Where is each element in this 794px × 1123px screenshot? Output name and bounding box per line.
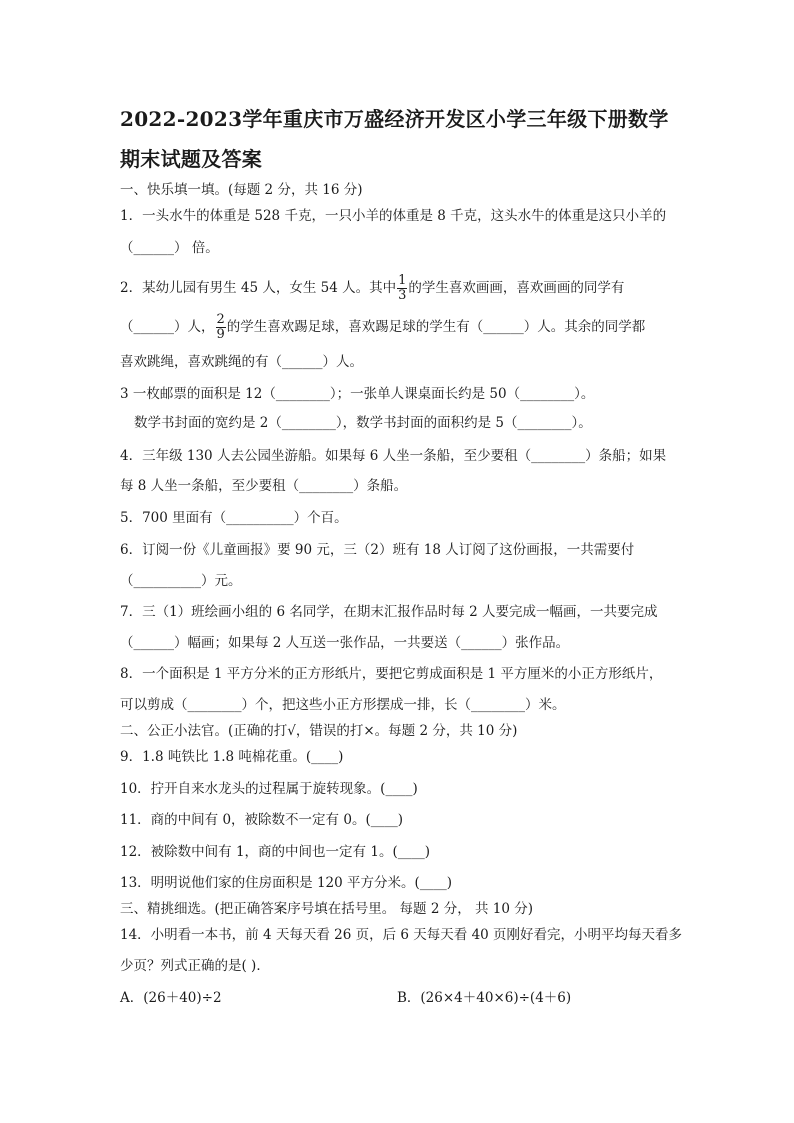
question-9: 9．1.8 吨铁比 1.8 吨棉花重。(____)	[120, 749, 344, 765]
question-2-text-pre: 2．某幼儿园有男生 45 人，女生 54 人。其中	[120, 280, 397, 296]
fraction-numerator: 1	[398, 273, 407, 288]
option-a: A．(26＋40)÷2	[120, 990, 222, 1006]
option-b: B．(26×4＋40×6)÷(4＋6)	[397, 990, 572, 1006]
question-5-line1: 5．700 里面有（__________）个百。	[120, 510, 348, 526]
question-14-line1: 14．小明看一本书，前 4 天每天看 26 页，后 6 天每天看 40 页刚好看完，小明平均每天看多	[120, 927, 683, 943]
fraction-denominator: 3	[398, 288, 407, 303]
question-12: 12．被除数中间有 1，商的中间也一定有 1。(____)	[120, 844, 430, 860]
question-6-line1: 6．订阅一份《儿童画报》要 90 元，三（2）班有 18 人订阅了这份画报，一共需要付	[120, 542, 635, 558]
section-2-heading: 二、公正小法官。(正确的打√，错误的打×。每题 2 分，共 10 分)	[120, 723, 518, 739]
question-7-line1: 7．三（1）班绘画小组的 6 名同学，在期末汇报作品时每 2 人要完成一幅画，一共要完成	[120, 604, 658, 620]
question-13: 13．明明说他们家的住房面积是 120 平方分米。(____)	[120, 875, 453, 891]
question-4-line1: 4．三年级 130 人去公园坐游船。如果每 6 人坐一条船，至少要租（________）条船；如果	[120, 448, 667, 464]
question-2-line2-pre: （______）人，	[120, 319, 215, 335]
question-4-line2: 每 8 人坐一条船，至少要租（________）条船。	[120, 478, 408, 494]
question-3-line1: 3 一枚邮票的面积是 12（________）；一张单人课桌面长约是 50（________）。	[120, 386, 595, 402]
question-7-line2: （______）幅画；如果每 2 人互送一张作品，一共要送（______）张作品。	[120, 635, 570, 651]
question-11: 11．商的中间有 0，被除数不一定有 0。(____)	[120, 812, 403, 828]
question-2-text-post: 的学生喜欢画画，喜欢画画的同学有	[408, 280, 625, 296]
question-2-line2	[120, 313, 645, 342]
section-1-heading: 一、快乐填一填。(每题 2 分，共 16 分)	[120, 182, 363, 198]
question-10: 10．拧开自来水龙头的过程属于旋转现象。(____)	[120, 781, 418, 797]
question-2-line1	[120, 274, 624, 303]
exam-title-line1: 2022-2023学年重庆市万盛经济开发区小学三年级下册数学	[120, 107, 669, 131]
question-1-line2: （______） 倍。	[120, 240, 219, 256]
question-2-line2-post: 的学生喜欢踢足球，喜欢踢足球的学生有（______）人。其余的同学都	[226, 319, 646, 335]
question-14-options	[120, 988, 222, 1008]
question-6-line2: （__________）元。	[120, 573, 242, 589]
question-1-line1: 1．一头水牛的体重是 528 千克，一只小羊的体重是 8 千克，这头水牛的体重是这只小羊的	[120, 208, 667, 224]
question-2-line3: 喜欢跳绳，喜欢跳绳的有（______）人。	[120, 354, 363, 370]
fraction-numerator: 2	[216, 312, 225, 327]
question-14-line2: 少页？列式正确的是( )．	[120, 958, 270, 974]
fraction-one-third	[397, 274, 407, 303]
fraction-denominator: 9	[216, 327, 225, 342]
section-3-heading: 三、精挑细选。(把正确答案序号填在括号里。 每题 2 分， 共 10 分)	[120, 901, 534, 917]
question-3-line2: 数学书封面的宽约是 2（________），数学书封面的面积约是 5（________）。	[134, 415, 592, 431]
question-8-line1: 8．一个面积是 1 平方分米的正方形纸片，要把它剪成面积是 1 平方厘米的小正方形纸片，	[120, 666, 663, 682]
fraction-two-ninths	[216, 313, 226, 342]
exam-title-line2: 期末试题及答案	[120, 147, 263, 171]
question-8-line2: 可以剪成（________）个，把这些小正方形摆成一排，长（________）米。	[120, 697, 566, 713]
